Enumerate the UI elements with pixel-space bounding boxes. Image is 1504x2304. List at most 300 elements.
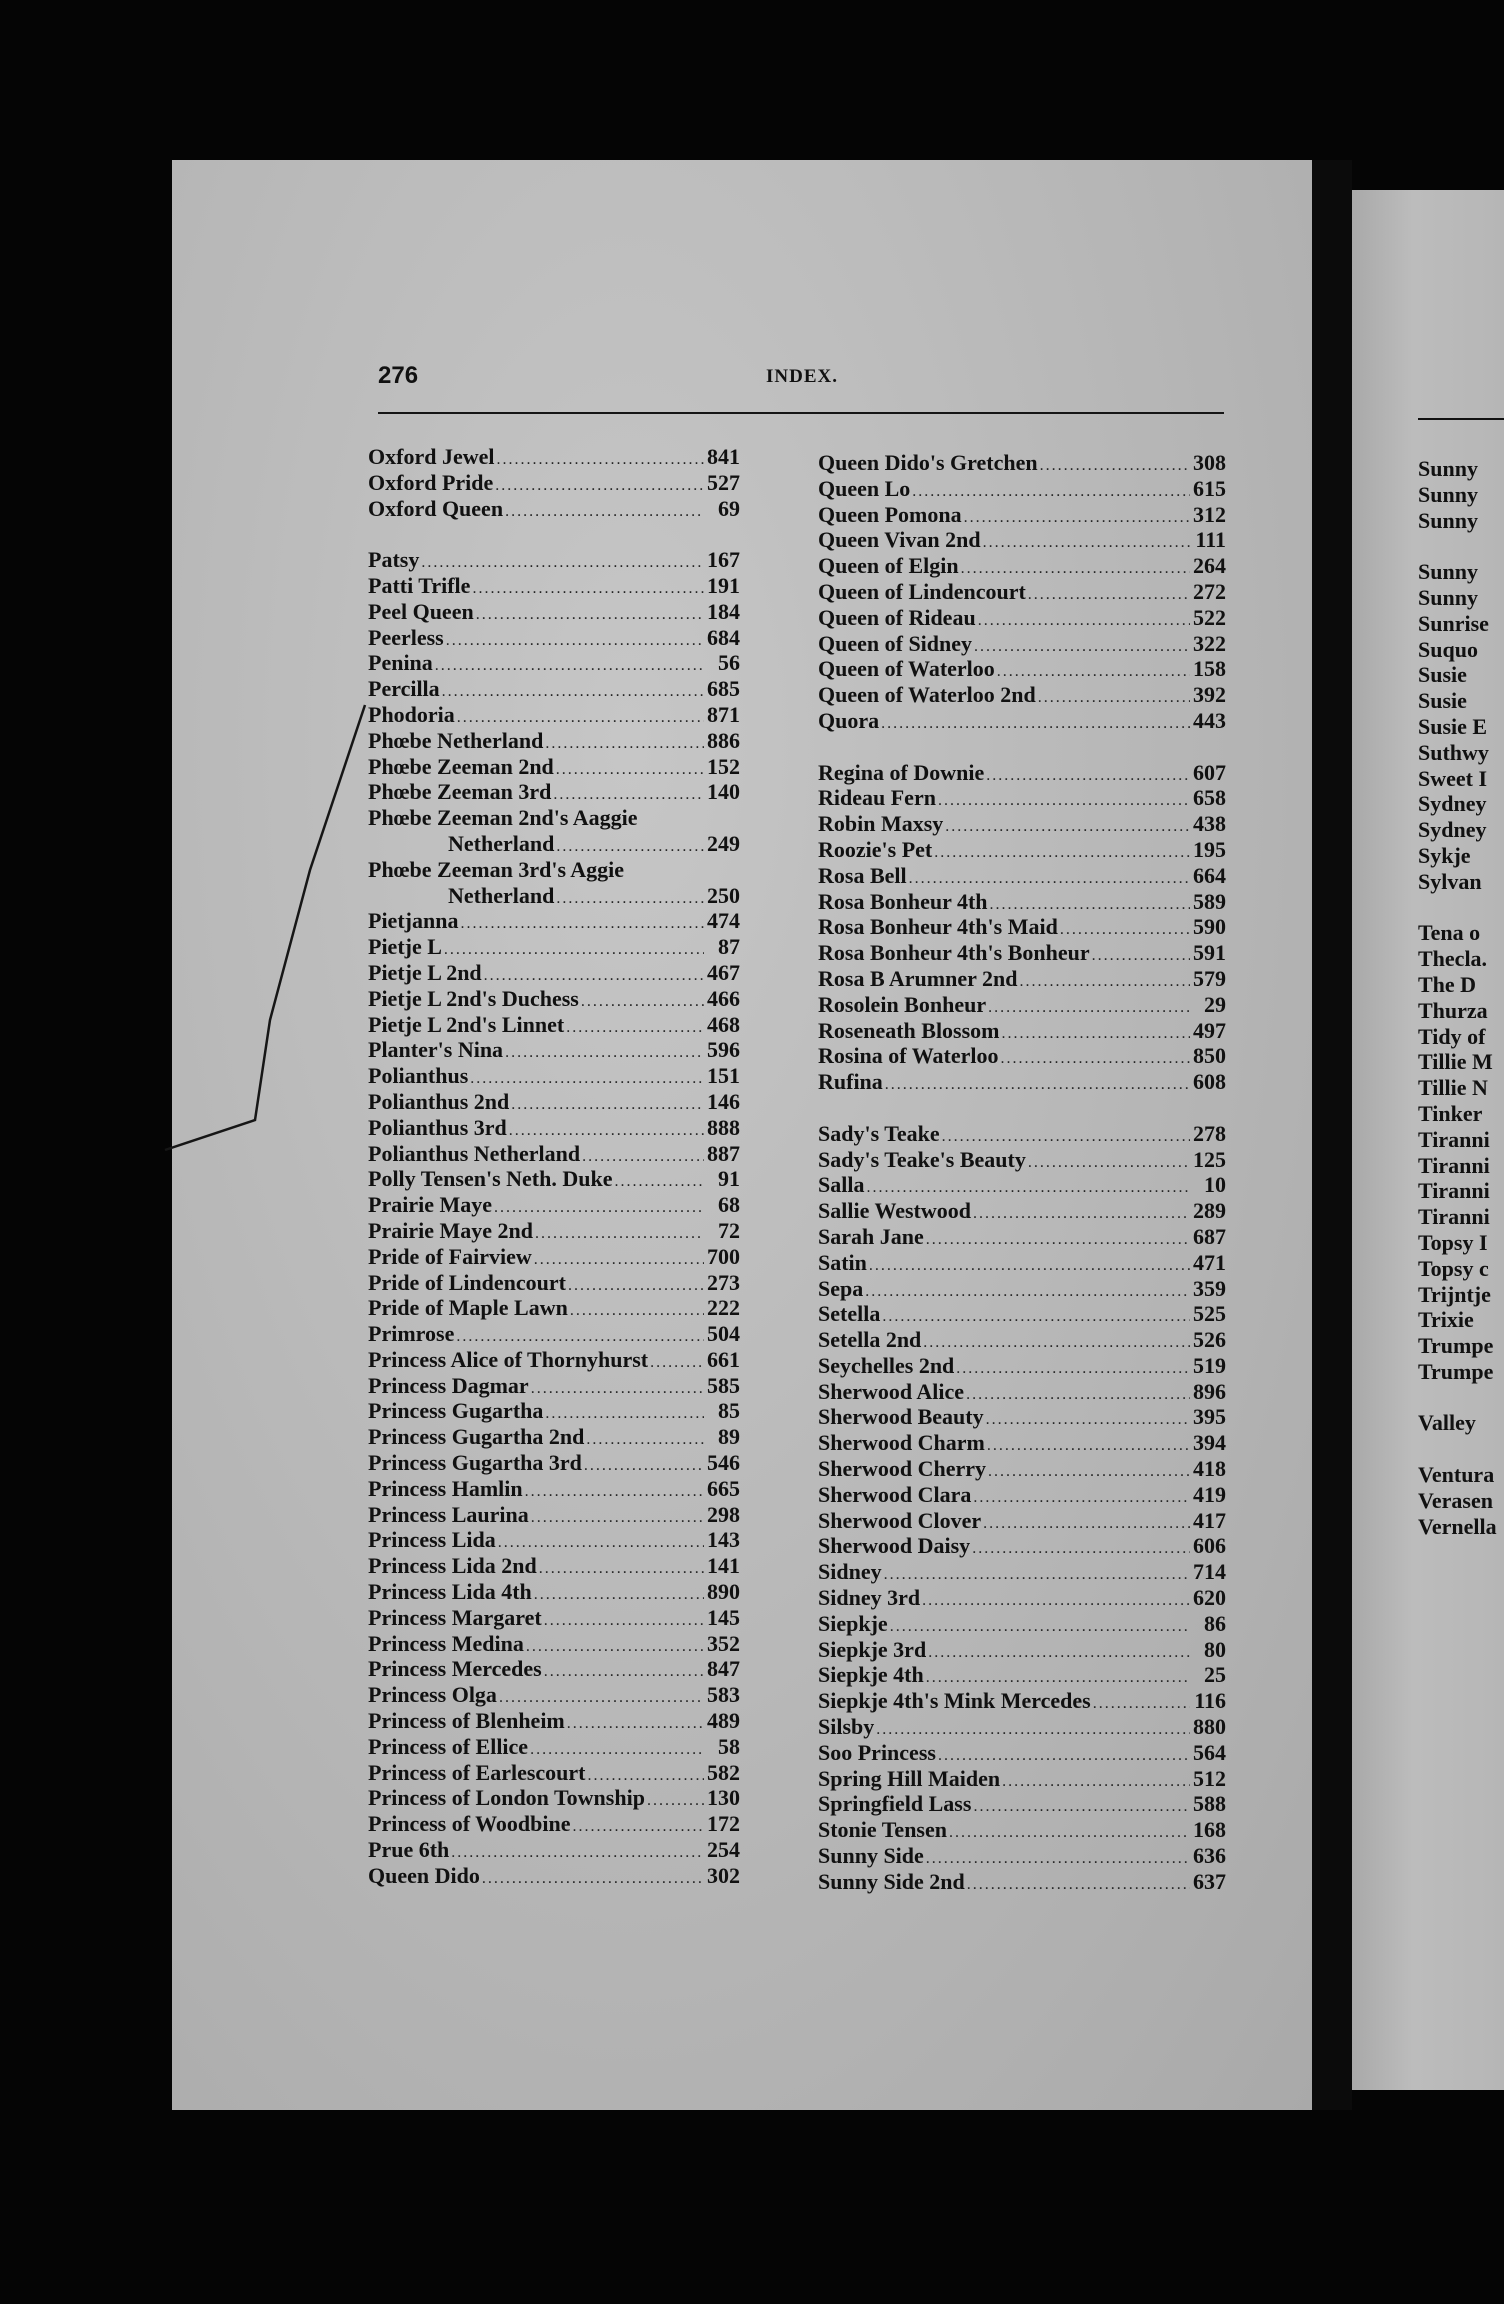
- dot-leader: [505, 499, 704, 525]
- index-entry: [368, 1837, 740, 1863]
- entry-name: Sherwood Beauty: [818, 1404, 984, 1430]
- dot-leader: [460, 911, 704, 937]
- dot-leader: [986, 763, 1190, 789]
- index-entry: [368, 1321, 740, 1347]
- dot-leader: [986, 1407, 1190, 1433]
- entry-name: Regina of Downie: [818, 759, 985, 785]
- entry-page-number: 471: [1193, 1249, 1226, 1275]
- entry-name: Peerless: [368, 624, 444, 650]
- index-entry: [368, 650, 740, 676]
- dot-leader: [531, 1376, 704, 1402]
- entry-page-number: 525: [1193, 1301, 1226, 1327]
- dot-leader: [531, 1505, 704, 1531]
- entry-page-number: 585: [707, 1372, 740, 1398]
- index-entry: [368, 1527, 740, 1553]
- entry-name: Netherland: [448, 830, 555, 856]
- dot-leader: [922, 1588, 1190, 1614]
- entry-page-number: 467: [707, 959, 740, 985]
- index-entry: [818, 682, 1226, 708]
- running-head: INDEX.: [766, 366, 838, 387]
- index-entry: [818, 1559, 1226, 1585]
- dot-leader: [973, 1794, 1190, 1820]
- dot-leader: [926, 1227, 1190, 1253]
- entry-name: Phœbe Zeeman 3rd's Aggie: [368, 856, 625, 882]
- entry-name: Queen Vivan 2nd: [818, 527, 981, 553]
- entry-page-number: 392: [1193, 682, 1226, 708]
- dot-leader: [573, 1814, 704, 1840]
- adjacent-entry-fragment: Suquo: [1418, 636, 1478, 662]
- entry-page-number: 685: [707, 676, 740, 702]
- entry-page-number: 146: [707, 1088, 740, 1114]
- entry-page-number: 880: [1193, 1714, 1226, 1740]
- entry-page-number: 443: [1193, 707, 1226, 733]
- entry-name: Rosa Bonheur 4th's Bonheur: [818, 940, 1090, 966]
- entry-page-number: 58: [718, 1733, 740, 1759]
- entry-page-number: 394: [1193, 1430, 1226, 1456]
- index-entry: [818, 1147, 1226, 1173]
- entry-name: Pietje L 2nd's Linnet: [368, 1011, 565, 1037]
- index-entry: [818, 1018, 1226, 1044]
- index-entry: [368, 728, 740, 754]
- dot-leader: [884, 1562, 1190, 1588]
- entry-page-number: 637: [1193, 1868, 1226, 1894]
- entry-page-number: 591: [1193, 940, 1226, 966]
- entry-page-number: 582: [707, 1759, 740, 1785]
- adjacent-entry-fragment: Sydney: [1418, 791, 1487, 817]
- adjacent-entry-fragment: Tena o: [1418, 920, 1481, 946]
- dot-leader: [967, 1872, 1190, 1898]
- index-entry: [368, 1141, 740, 1167]
- index-entry: [368, 1682, 740, 1708]
- index-entry: [368, 1631, 740, 1657]
- index-entry: [818, 1404, 1226, 1430]
- entry-page-number: 664: [1193, 862, 1226, 888]
- index-entry: [368, 625, 740, 651]
- entry-name: Sherwood Clover: [818, 1507, 982, 1533]
- entry-name: Pride of Fairview: [368, 1243, 532, 1269]
- adjacent-entry-fragment: Susie: [1418, 662, 1467, 688]
- entry-name: Pietjanna: [368, 908, 459, 934]
- dot-leader: [1002, 1769, 1190, 1795]
- entry-name: Roseneath Blossom: [818, 1017, 1000, 1043]
- entry-name: Princess Olga: [368, 1682, 497, 1708]
- entry-page-number: 72: [718, 1217, 740, 1243]
- entry-page-number: 125: [1193, 1146, 1226, 1172]
- entry-name: Oxford Queen: [368, 495, 504, 521]
- index-entry: [818, 1740, 1226, 1766]
- index-entry: [818, 1508, 1226, 1534]
- dot-leader: [1038, 685, 1190, 711]
- entry-name: Polianthus Netherland: [368, 1140, 581, 1166]
- index-entry: [818, 1585, 1226, 1611]
- dot-leader: [535, 1221, 704, 1247]
- entry-page-number: 195: [1193, 836, 1226, 862]
- entry-page-number: 86: [1204, 1610, 1226, 1636]
- entry-page-number: 579: [1193, 965, 1226, 991]
- index-entry: [818, 811, 1226, 837]
- index-entry: [818, 1353, 1226, 1379]
- entry-name: Queen of Waterloo: [818, 656, 995, 682]
- index-entry: [368, 599, 740, 625]
- entry-page-number: 111: [1195, 527, 1226, 553]
- entry-page-number: 466: [707, 985, 740, 1011]
- entry-name: Pietje L 2nd: [368, 959, 482, 985]
- entry-page-number: 661: [707, 1346, 740, 1372]
- dot-leader: [568, 1273, 704, 1299]
- dot-leader: [926, 1846, 1190, 1872]
- entry-page-number: 418: [1193, 1456, 1226, 1482]
- entry-page-number: 141: [707, 1553, 740, 1579]
- entry-name: Queen of Lindencourt: [818, 578, 1026, 604]
- entry-name: Queen of Rideau: [818, 604, 976, 630]
- adjacent-entry-fragment: Tiranni: [1418, 1126, 1490, 1152]
- index-entry: [818, 785, 1226, 811]
- index-entry: [368, 1553, 740, 1579]
- index-entry: [818, 708, 1226, 734]
- entry-page-number: 527: [707, 469, 740, 495]
- index-entry: [368, 1863, 740, 1889]
- index-entry: [368, 1502, 740, 1528]
- adjacent-entry-fragment: Sunrise: [1418, 610, 1489, 636]
- entry-page-number: 841: [707, 444, 740, 469]
- entry-name: Rosa B Arumner 2nd: [818, 965, 1018, 991]
- entry-name: Rufina: [818, 1069, 883, 1095]
- entry-name: Patsy: [368, 547, 420, 573]
- entry-page-number: 89: [718, 1424, 740, 1450]
- entry-page-number: 658: [1193, 785, 1226, 811]
- entry-page-number: 69: [718, 495, 740, 521]
- dot-leader: [865, 1279, 1190, 1305]
- adjacent-entry-fragment: Sunny: [1418, 456, 1478, 481]
- index-entry: [818, 1121, 1226, 1147]
- entry-page-number: 308: [1193, 450, 1226, 475]
- index-entry: [368, 883, 740, 909]
- section-gap: [368, 521, 740, 547]
- index-entry: [818, 1843, 1226, 1869]
- entry-page-number: 56: [718, 650, 740, 676]
- adjacent-entry-fragment: Sydney: [1418, 817, 1487, 843]
- adjacent-page-column: [1418, 456, 1504, 1539]
- entry-name: Rosina of Waterloo: [818, 1043, 999, 1069]
- entry-page-number: 522: [1193, 604, 1226, 630]
- index-entry: [818, 1482, 1226, 1508]
- entry-name: Setella 2nd: [818, 1327, 922, 1353]
- index-entry: [368, 1605, 740, 1631]
- entry-name: Princess Lida: [368, 1527, 496, 1553]
- adjacent-entry-fragment: Topsy c: [1418, 1255, 1489, 1281]
- entry-name: Princess Mercedes: [368, 1656, 542, 1682]
- index-entry: [368, 831, 740, 857]
- entry-page-number: 583: [707, 1682, 740, 1708]
- index-entry: [818, 1637, 1226, 1663]
- index-entry: [818, 1198, 1226, 1224]
- dot-leader: [545, 731, 704, 757]
- index-entry: [818, 502, 1226, 528]
- entry-name: Princess Margaret: [368, 1604, 542, 1630]
- index-entry: [818, 450, 1226, 476]
- index-entry: [818, 914, 1226, 940]
- dot-leader: [446, 628, 704, 654]
- adjacent-entry-fragment: Verasen: [1418, 1487, 1493, 1513]
- index-entry: [818, 1456, 1226, 1482]
- entry-name: Sidney: [818, 1559, 882, 1585]
- index-entry: [818, 1430, 1226, 1456]
- dot-leader: [869, 1253, 1190, 1279]
- entry-page-number: 85: [718, 1398, 740, 1424]
- dot-leader: [881, 711, 1190, 737]
- dot-leader: [495, 473, 704, 499]
- entry-page-number: 590: [1193, 914, 1226, 940]
- dot-leader: [442, 679, 704, 705]
- index-entry: [818, 1714, 1226, 1740]
- adjacent-entry-fragment: Tillie M: [1418, 1049, 1493, 1075]
- entry-name: Princess of Earlescourt: [368, 1759, 586, 1785]
- entry-name: Oxford Pride: [368, 469, 494, 495]
- entry-page-number: 886: [707, 727, 740, 753]
- index-entry: [818, 476, 1226, 502]
- index-entry: [818, 1533, 1226, 1559]
- dot-leader: [511, 1092, 704, 1118]
- entry-name: Sunny Side: [818, 1843, 924, 1869]
- dot-leader: [972, 1536, 1190, 1562]
- entry-name: Queen Pomona: [818, 501, 962, 527]
- adjacent-entry-fragment: Trijntje: [1418, 1281, 1491, 1307]
- adjacent-entry-fragment: Ventura: [1418, 1462, 1495, 1488]
- entry-page-number: 589: [1193, 888, 1226, 914]
- entry-page-number: 191: [707, 572, 740, 598]
- dot-leader: [956, 1356, 1190, 1382]
- entry-name: Sherwood Alice: [818, 1378, 965, 1404]
- entry-name: Princess Gugartha 2nd: [368, 1424, 585, 1450]
- entry-page-number: 143: [707, 1527, 740, 1553]
- adjacent-entry-fragment: Thurza: [1418, 997, 1488, 1023]
- dot-leader: [1019, 969, 1190, 995]
- dot-leader: [964, 505, 1190, 531]
- dot-leader: [1092, 943, 1190, 969]
- entry-name: Princess of London Township: [368, 1785, 645, 1811]
- index-entry: [818, 1379, 1226, 1405]
- adjacent-entry-fragment: Sunny: [1418, 584, 1478, 610]
- entry-page-number: 596: [707, 1037, 740, 1063]
- index-entry: [368, 1166, 740, 1192]
- adjacent-entry-fragment: Tiranni: [1418, 1178, 1490, 1204]
- entry-name: Polly Tensen's Neth. Duke: [368, 1166, 613, 1192]
- adjacent-entry-fragment: Tillie N: [1418, 1075, 1488, 1101]
- dot-leader: [615, 1169, 705, 1195]
- entry-name: Phœbe Zeeman 2nd's Aaggie: [368, 805, 638, 831]
- dot-leader: [482, 1866, 704, 1892]
- index-entry: [818, 1662, 1226, 1688]
- entry-page-number: 608: [1193, 1069, 1226, 1095]
- entry-page-number: 615: [1193, 475, 1226, 501]
- index-entry: [368, 934, 740, 960]
- dot-leader: [885, 1072, 1190, 1098]
- entry-page-number: 184: [707, 598, 740, 624]
- dot-leader: [584, 1453, 704, 1479]
- adjacent-entry-fragment: Susie: [1418, 688, 1467, 714]
- adjacent-entry-fragment: Sweet I: [1418, 765, 1488, 791]
- adjacent-entry-fragment: Suthwy: [1418, 739, 1489, 765]
- entry-page-number: 130: [707, 1785, 740, 1811]
- index-entry: [368, 1785, 740, 1811]
- entry-page-number: 606: [1193, 1533, 1226, 1559]
- entry-page-number: 714: [1193, 1559, 1226, 1585]
- entry-page-number: 168: [1193, 1817, 1226, 1843]
- entry-name: Quora: [818, 707, 880, 733]
- index-entry: [368, 1218, 740, 1244]
- adjacent-entry-fragment: Thecla.: [1418, 946, 1488, 972]
- dot-leader: [966, 1382, 1190, 1408]
- dot-leader: [567, 1711, 704, 1737]
- index-entry: [818, 527, 1226, 553]
- entry-page-number: 152: [707, 753, 740, 779]
- index-entry: [368, 908, 740, 934]
- entry-page-number: 10: [1204, 1172, 1226, 1198]
- section-gap: [818, 1095, 1226, 1121]
- entry-page-number: 700: [707, 1243, 740, 1269]
- index-entry: [818, 1869, 1226, 1895]
- entry-name: Planter's Nina: [368, 1037, 504, 1063]
- index-entry: [368, 1347, 740, 1373]
- dot-leader: [928, 1640, 1190, 1666]
- index-entry: [818, 553, 1226, 579]
- entry-name: Prue 6th: [368, 1837, 450, 1863]
- entry-page-number: 254: [707, 1837, 740, 1863]
- entry-name: Sarah Jane: [818, 1223, 924, 1249]
- index-entry: [818, 1688, 1226, 1714]
- adjacent-entry-fragment: Tidy of: [1418, 1023, 1486, 1049]
- entry-page-number: 249: [707, 830, 740, 856]
- entry-name: Patti Trifle: [368, 572, 471, 598]
- adjacent-entry-fragment: [1418, 533, 1504, 559]
- entry-page-number: 512: [1193, 1765, 1226, 1791]
- index-entry: [368, 779, 740, 805]
- entry-page-number: 890: [707, 1579, 740, 1605]
- entry-page-number: 222: [707, 1295, 740, 1321]
- entry-name: Rosa Bonheur 4th: [818, 888, 988, 914]
- dot-leader: [496, 447, 704, 473]
- entry-page-number: 564: [1193, 1739, 1226, 1765]
- entry-name: Queen of Elgin: [818, 553, 959, 579]
- entry-name: Sady's Teake's Beauty: [818, 1146, 1026, 1172]
- entry-page-number: 25: [1204, 1662, 1226, 1688]
- index-entry: [818, 1327, 1226, 1353]
- entry-page-number: 636: [1193, 1843, 1226, 1869]
- index-entry: [818, 1250, 1226, 1276]
- entry-name: Seychelles 2nd: [818, 1352, 955, 1378]
- dot-leader: [526, 1634, 704, 1660]
- index-entry: [368, 1450, 740, 1476]
- index-entry: [818, 1043, 1226, 1069]
- index-entry: [818, 605, 1226, 631]
- adjacent-entry-fragment: The D: [1418, 971, 1477, 997]
- index-entry: [368, 1373, 740, 1399]
- dot-leader: [544, 1659, 704, 1685]
- entry-page-number: 352: [707, 1630, 740, 1656]
- entry-name: Sherwood Cherry: [818, 1456, 987, 1482]
- entry-name: Siepkje: [818, 1610, 888, 1636]
- dot-leader: [882, 1304, 1190, 1330]
- index-entry: [818, 992, 1226, 1018]
- index-entry: [368, 444, 740, 470]
- entry-page-number: 68: [718, 1192, 740, 1218]
- index-entry: [818, 631, 1226, 657]
- index-entry: [368, 1270, 740, 1296]
- entry-name: Queen of Sidney: [818, 630, 973, 656]
- entry-name: Princess Laurina: [368, 1501, 529, 1527]
- entry-page-number: 504: [707, 1321, 740, 1347]
- entry-page-number: 519: [1193, 1352, 1226, 1378]
- index-entry: [818, 656, 1226, 682]
- index-entry: [818, 1791, 1226, 1817]
- entry-name: Roozie's Pet: [818, 836, 933, 862]
- dot-leader: [566, 1015, 704, 1041]
- index-entry: [368, 1760, 740, 1786]
- entry-name: Queen of Waterloo 2nd: [818, 682, 1036, 708]
- index-entry: [368, 1063, 740, 1089]
- adjacent-entry-fragment: Trixie: [1418, 1307, 1474, 1333]
- entry-page-number: 322: [1193, 630, 1226, 656]
- adjacent-entry-fragment: Tiranni: [1418, 1152, 1490, 1178]
- entry-page-number: 167: [707, 547, 740, 573]
- entry-name: Percilla: [368, 676, 440, 702]
- index-entry: [818, 966, 1226, 992]
- index-entry: [818, 889, 1226, 915]
- entry-name: Princess of Woodbine: [368, 1811, 571, 1837]
- adjacent-entry-fragment: Sylvan: [1418, 868, 1482, 894]
- dot-leader: [556, 757, 704, 783]
- page-header: [378, 362, 1224, 392]
- entry-name: Siepkje 4th's Mink Mercedes: [818, 1688, 1091, 1714]
- entry-name: Satin: [818, 1249, 867, 1275]
- dot-leader: [472, 576, 704, 602]
- index-entry: [818, 940, 1226, 966]
- entry-page-number: 29: [1204, 991, 1226, 1017]
- entry-name: Sherwood Daisy: [818, 1533, 971, 1559]
- entry-name: Robin Maxsy: [818, 811, 944, 837]
- index-entry: [368, 1579, 740, 1605]
- index-entry: [818, 1276, 1226, 1302]
- entry-name: Soo Princess: [818, 1739, 936, 1765]
- dot-leader: [435, 653, 704, 679]
- entry-name: Oxford Jewel: [368, 444, 495, 469]
- entry-page-number: 850: [1193, 1043, 1226, 1069]
- entry-page-number: 289: [1193, 1198, 1226, 1224]
- adjacent-entry-fragment: [1418, 1385, 1504, 1411]
- dot-leader: [973, 1201, 1190, 1227]
- dot-leader: [647, 1788, 704, 1814]
- entry-name: Princess of Blenheim: [368, 1708, 565, 1734]
- entry-page-number: 474: [707, 908, 740, 934]
- entry-name: Princess Alice of Thornyhurst: [368, 1346, 649, 1372]
- entry-page-number: 158: [1193, 656, 1226, 682]
- entry-name: Queen Dido: [368, 1862, 480, 1888]
- index-entry: [368, 1115, 740, 1141]
- dot-leader: [476, 602, 704, 628]
- entry-name: Salla: [818, 1172, 865, 1198]
- entry-name: Princess Medina: [368, 1630, 524, 1656]
- index-entry: [368, 1037, 740, 1063]
- adjacent-entry-fragment: [1418, 1436, 1504, 1462]
- entry-name: Primrose: [368, 1321, 455, 1347]
- entry-page-number: 91: [718, 1166, 740, 1192]
- entry-name: Phœbe Netherland: [368, 727, 544, 753]
- entry-page-number: 896: [1193, 1378, 1226, 1404]
- index-entry: [368, 1734, 740, 1760]
- entry-name: Queen Lo: [818, 475, 911, 501]
- entry-name: Princess Lida 4th: [368, 1579, 532, 1605]
- adjacent-entry-fragment: Sunny: [1418, 559, 1478, 585]
